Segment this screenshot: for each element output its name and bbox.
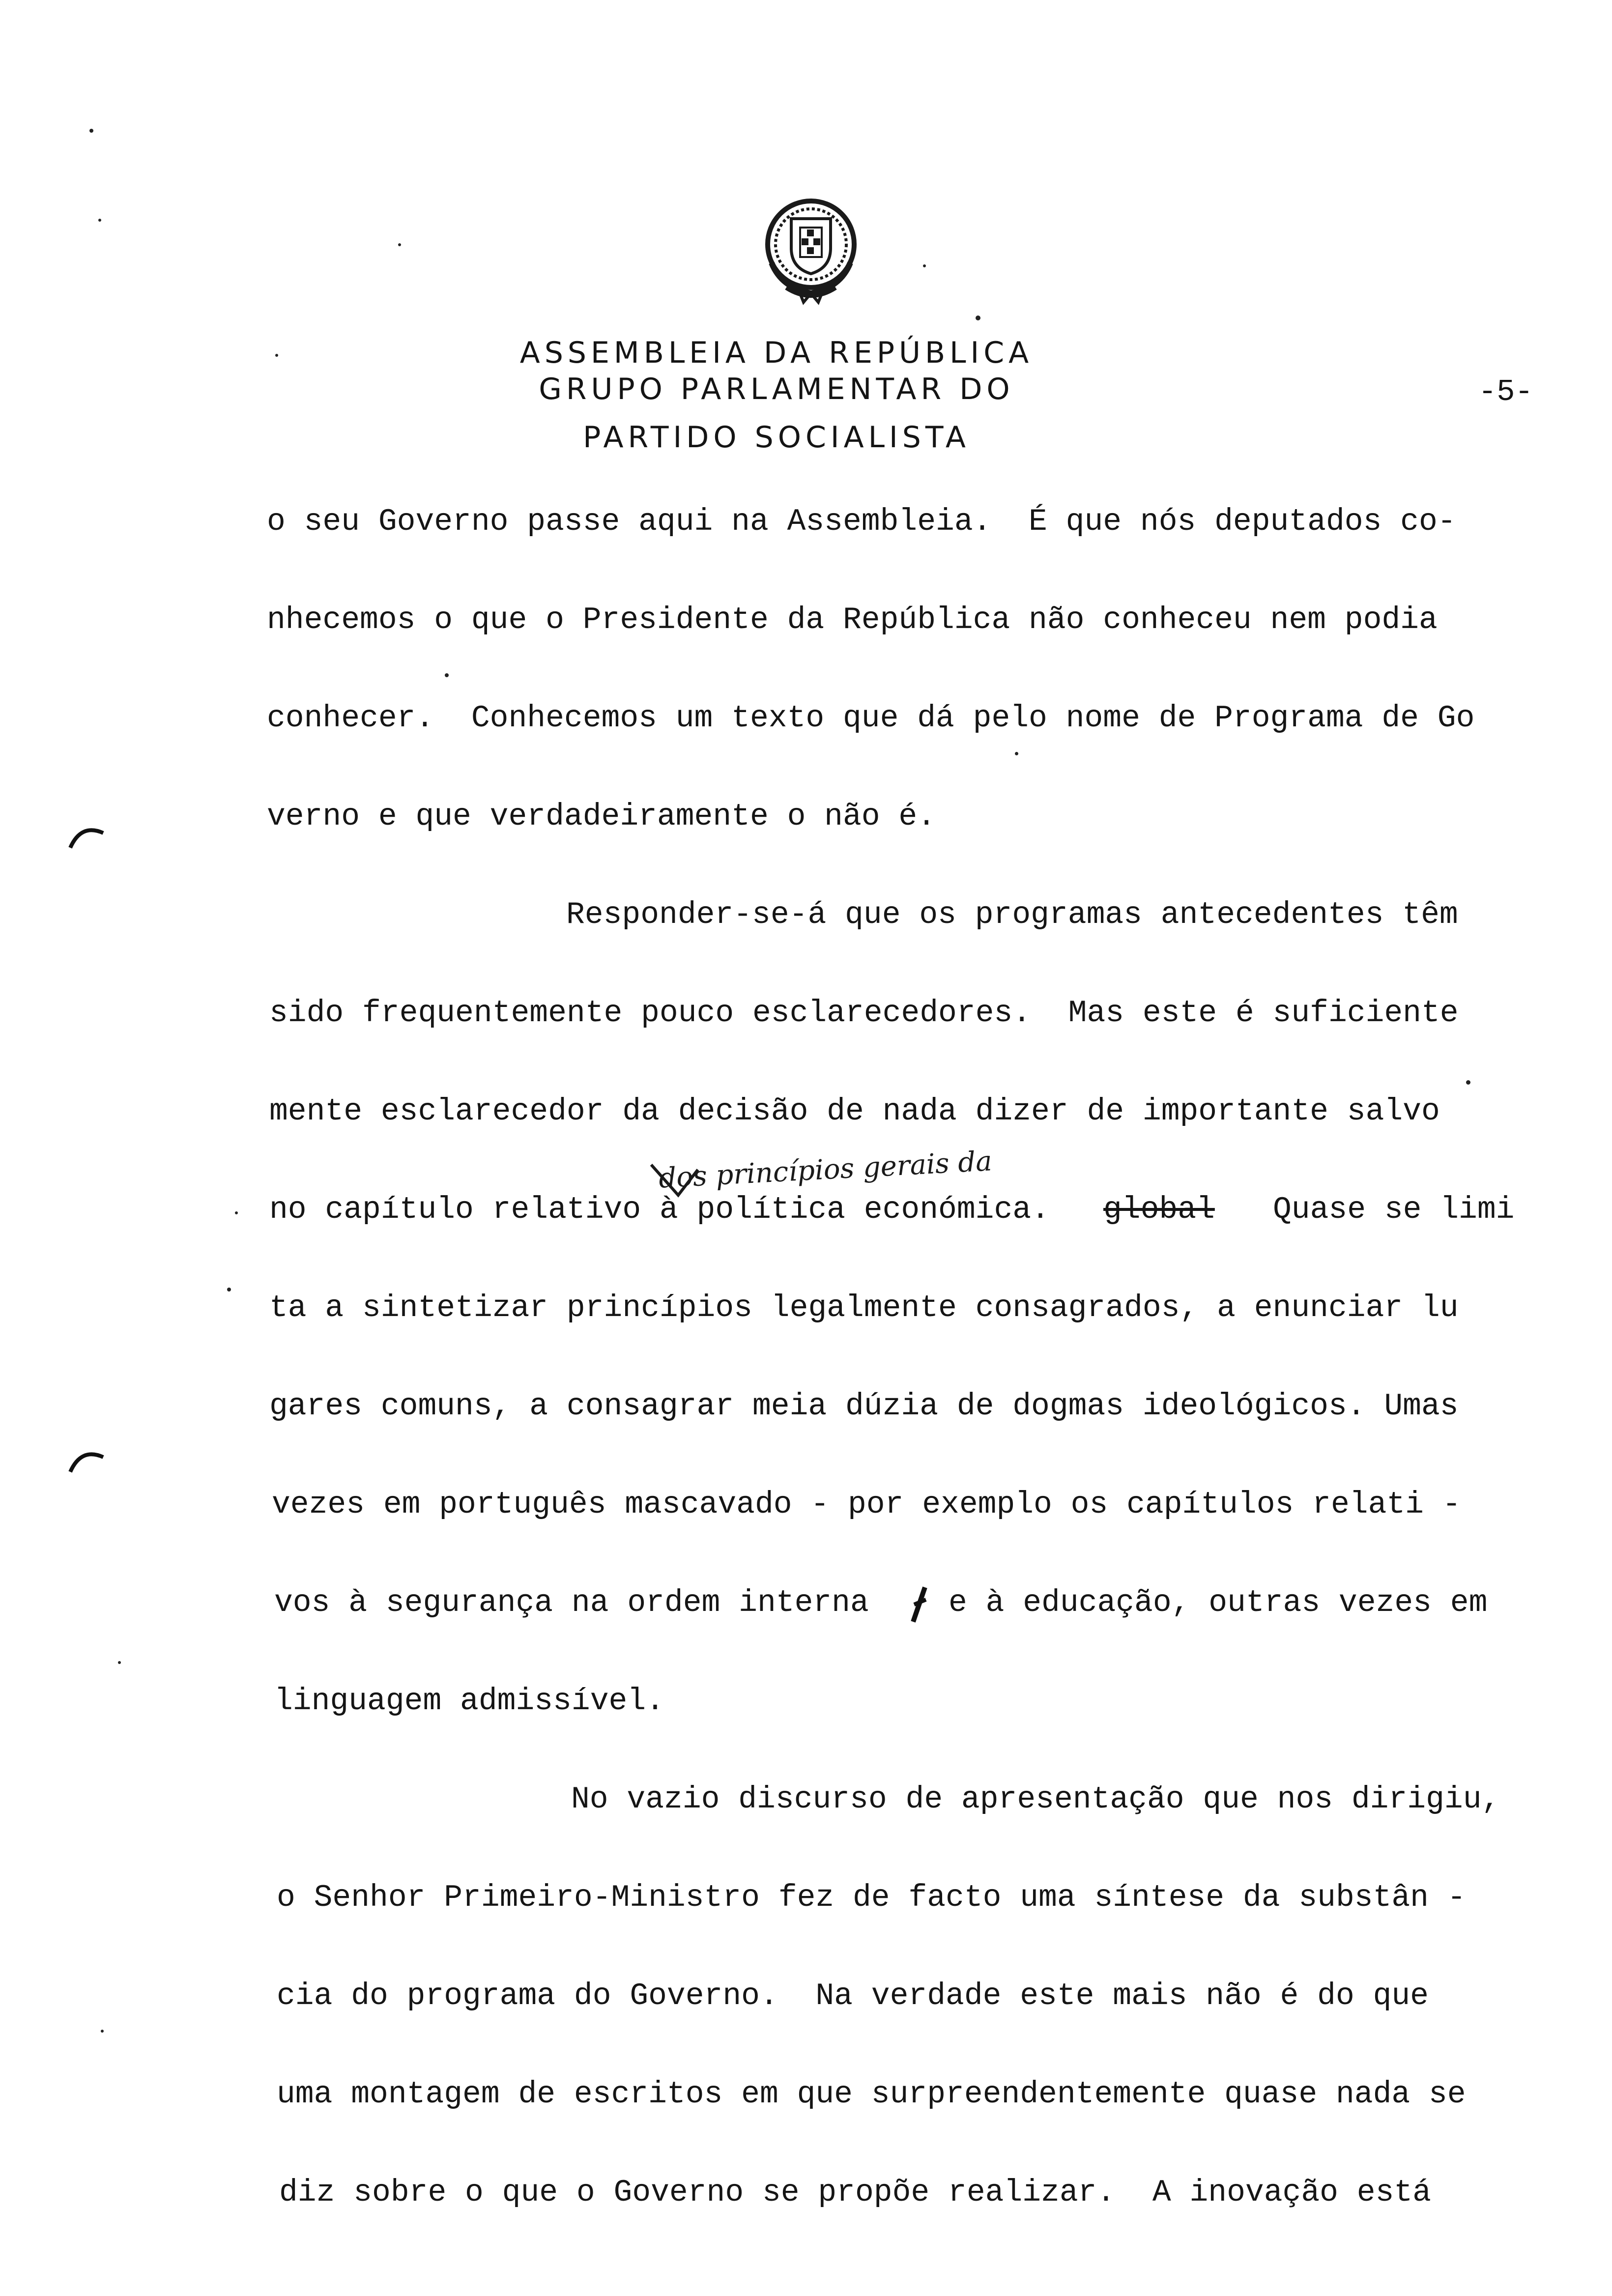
- scan-speck: [118, 1661, 121, 1664]
- struck-word: global: [1103, 1192, 1215, 1227]
- body-line: vos à segurança na ordem interna: [274, 1585, 869, 1620]
- scan-speck: [98, 219, 101, 222]
- body-line: sido frequentemente pouco esclarecedores. Mas este é suficiente: [269, 996, 1459, 1031]
- body-line: o Senhor Primeiro-Ministro fez de facto uma síntese da substân -: [277, 1880, 1466, 1915]
- body-line: mente esclarecedor da decisão de nada dizer de importante salvo: [269, 1094, 1440, 1129]
- scan-speck: [1466, 1080, 1470, 1085]
- scan-speck: [1015, 752, 1018, 755]
- body-line: ta a sintetizar princípios legalmente consagrados, a enunciar lu: [269, 1291, 1459, 1325]
- handwritten-mark-icon: [909, 1585, 929, 1624]
- body-line: e à educação, outras vezes em: [949, 1585, 1488, 1620]
- letterhead-party: PARTIDO SOCIALISTA: [583, 420, 970, 455]
- letterhead-assembly: ASSEMBLEIA DA REPÚBLICA: [519, 336, 1034, 370]
- punch-hole-mark-icon: [66, 1442, 106, 1482]
- coat-of-arms-emblem: [752, 189, 870, 307]
- page-number: -5-: [1478, 374, 1533, 409]
- body-line: no capítulo relativo à política económica.: [269, 1192, 1050, 1227]
- scan-speck: [275, 354, 278, 357]
- handwritten-insert: dos princípios gerais da: [658, 1145, 993, 1195]
- body-line: verno e que verdadeiramente o não é.: [267, 799, 936, 834]
- body-line: No vazio discurso de apresentação que nos dirigiu,: [571, 1782, 1500, 1817]
- punch-hole-mark-icon: [66, 818, 106, 858]
- scan-speck: [101, 2030, 104, 2033]
- body-line: conhecer. Conhecemos um texto que dá pelo nome de Programa de Go: [267, 701, 1475, 736]
- body-line: nhecemos o que o Presidente da República não conheceu nem podia: [267, 603, 1438, 637]
- scan-speck: [923, 264, 926, 267]
- scan-speck: [227, 1288, 231, 1292]
- body-line: Responder-se-á que os programas antecedentes têm: [566, 897, 1458, 932]
- body-line: Quase se limi: [1273, 1192, 1515, 1227]
- scan-speck: [89, 129, 93, 133]
- scan-speck: [976, 316, 980, 320]
- letterhead-group: GRUPO PARLAMENTAR DO: [539, 372, 1014, 406]
- scan-speck: [398, 243, 401, 246]
- body-line: diz sobre o que o Governo se propõe realizar. A inovação está: [279, 2175, 1431, 2210]
- body-line: uma montagem de escritos em que surpreendentemente quase nada se: [277, 2077, 1466, 2112]
- scan-speck: [445, 673, 449, 677]
- body-line: cia do programa do Governo. Na verdade este mais não é do que: [277, 1979, 1429, 2013]
- scan-speck: [235, 1211, 238, 1214]
- body-line: vezes em português mascavado - por exemplo os capítulos relati -: [272, 1487, 1461, 1522]
- body-line: linguagem admissível.: [274, 1684, 664, 1719]
- body-line: o seu Governo passe aqui na Assembleia. É que nós deputados co-: [267, 504, 1456, 539]
- body-line: gares comuns, a consagrar meia dúzia de dogmas ideológicos. Umas: [269, 1389, 1459, 1424]
